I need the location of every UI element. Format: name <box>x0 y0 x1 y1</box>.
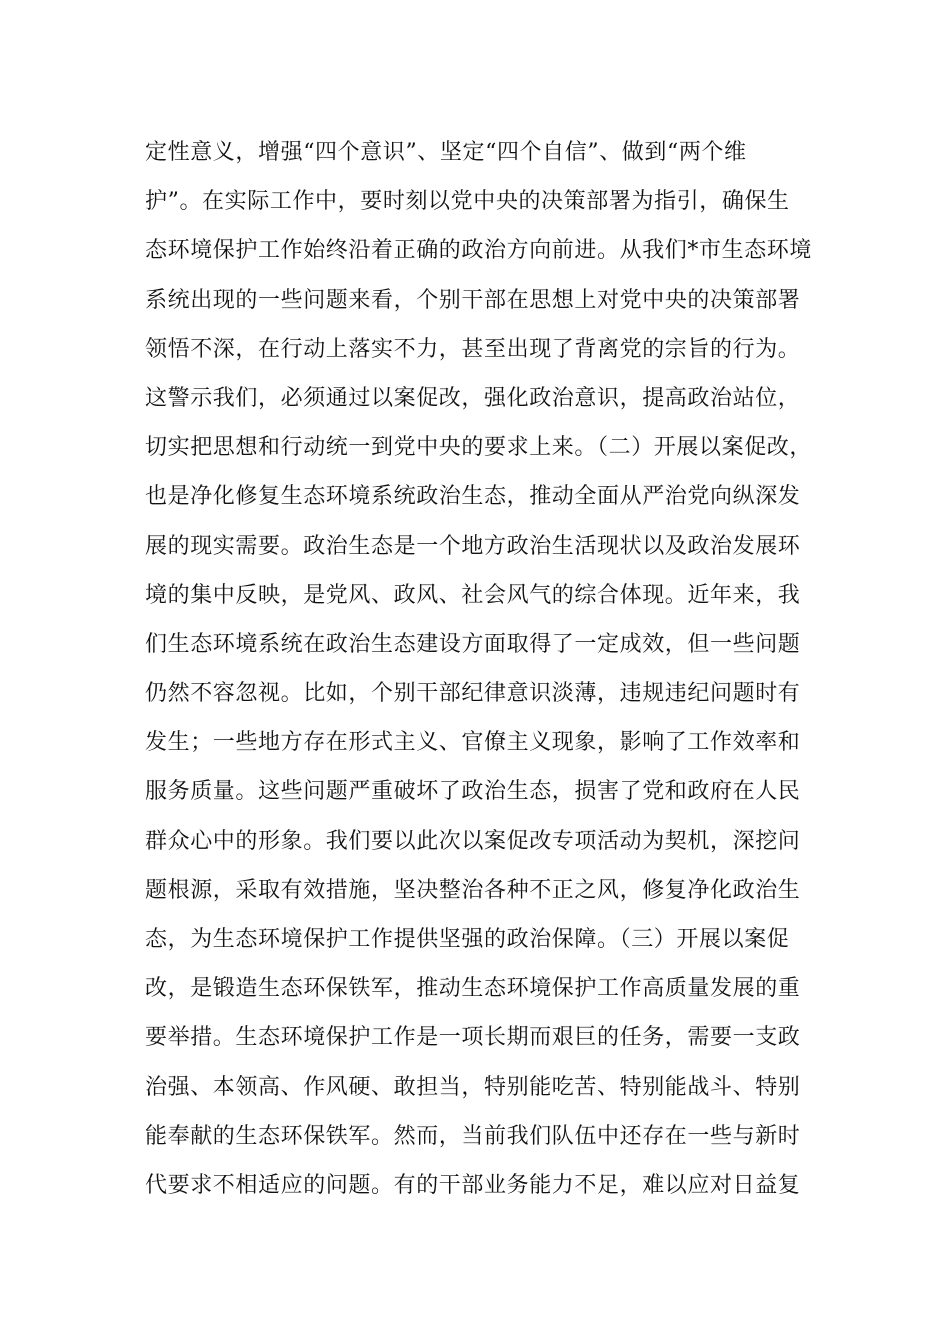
text-line: 境的集中反映，是党风、政风、社会风气的综合体现。近年来，我 <box>145 582 801 608</box>
text-line: 态，为生态环境保护工作提供坚强的政治保障。（三）开展以案促 <box>145 927 790 952</box>
text-line: 系统出现的一些问题来看，个别干部在思想上对党中央的决策部署 <box>145 287 801 313</box>
text-line: 切实把思想和行动统一到党中央的要求上来。（二）开展以案促改， <box>145 435 813 461</box>
text-line: 发生；一些地方存在形式主义、官僚主义现象，影响了工作效率和 <box>145 730 801 756</box>
text-line: 们生态环境系统在政治生态建设方面取得了一定成效，但一些问题 <box>145 631 801 657</box>
text-line: 能奉献的生态环保铁军。然而，当前我们队伍中还存在一些与新时 <box>145 1123 801 1149</box>
text-line: 要举措。生态环境保护工作是一项长期而艰巨的任务，需要一支政 <box>145 1025 801 1051</box>
text-line: 护”。在实际工作中，要时刻以党中央的决策部署为指引，确保生 <box>145 189 790 215</box>
text-line: 改，是锻造生态环保铁军，推动生态环境保护工作高质量发展的重 <box>145 976 801 1002</box>
text-line: 群众心中的形象。我们要以此次以案促改专项活动为契机，深挖问 <box>145 828 801 854</box>
text-line: 定性意义，增强“四个意识”、坚定“四个自信”、做到“两个维 <box>145 140 747 165</box>
text-line: 态环境保护工作始终沿着正确的政治方向前进。从我们*市生态环境 <box>145 238 813 264</box>
text-line: 仍然不容忽视。比如，个别干部纪律意识淡薄，违规违纪问题时有 <box>145 681 801 707</box>
text-line: 治强、本领高、作风硬、敢担当，特别能吃苦、特别能战斗、特别 <box>145 1074 801 1100</box>
text-line: 领悟不深，在行动上落实不力，甚至出现了背离党的宗旨的行为。 <box>145 336 801 362</box>
text-line: 展的现实需要。政治生态是一个地方政治生活现状以及政治发展环 <box>145 533 801 559</box>
text-line: 题根源，采取有效措施，坚决整治各种不正之风，修复净化政治生 <box>145 877 801 903</box>
text-line: 这警示我们，必须通过以案促改，强化政治意识，提高政治站位， <box>145 385 801 411</box>
body-text <box>145 128 835 1210</box>
text-line: 代要求不相适应的问题。有的干部业务能力不足，难以应对日益复 <box>145 1172 801 1198</box>
text-line: 服务质量。这些问题严重破坏了政治生态，损害了党和政府在人民 <box>145 779 801 805</box>
text-line: 也是净化修复生态环境系统政治生态，推动全面从严治党向纵深发 <box>145 484 801 510</box>
